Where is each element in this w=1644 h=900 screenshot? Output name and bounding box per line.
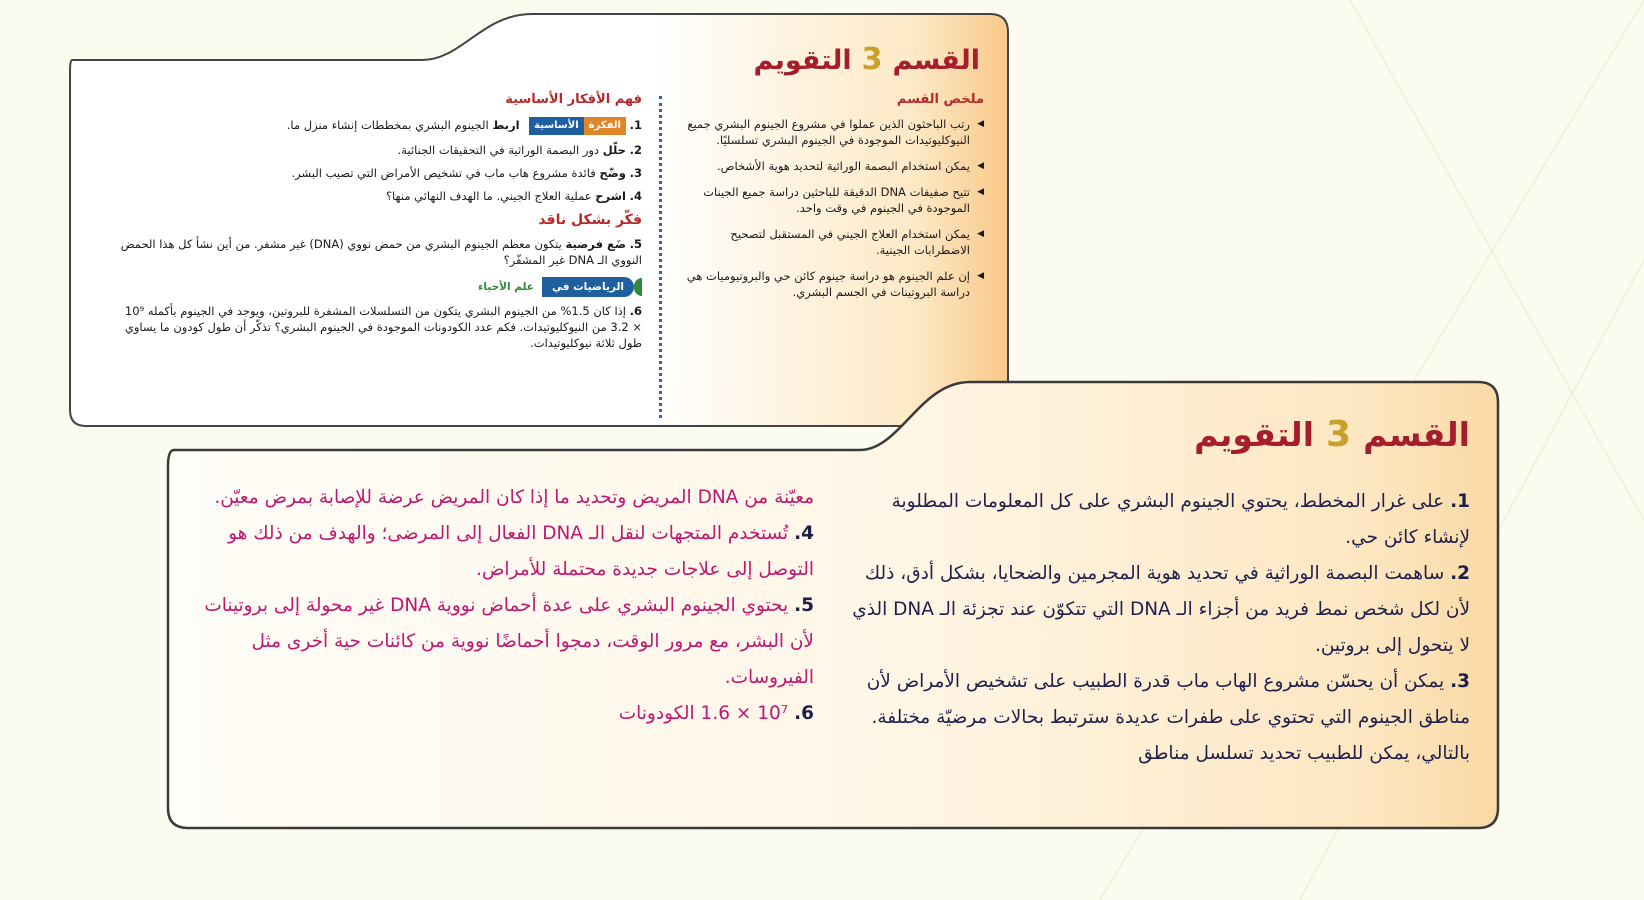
question-text: عملية العلاج الجيني. ما الهدف النهائي منها؟ [385, 189, 592, 203]
summary-item: ◀ يمكن استخدام البصمة الوراثية لتحديد هوية الأشخاص. [674, 158, 984, 174]
question-text: إذا كان 1.5% من الجينوم البشري يتكون من التسلسلات المشفرة للبروتين، ويوجد في الجينوم بأكمله 10⁹ × 3.2 من النيوكليوتيدات. فكم عدد الكودونات الموجودة في الجينوم البشري؟ تذكّر أن طول كودون ما يساوي طول ثلاثة نيوكليوتيدات. [124, 304, 642, 350]
section-review-card-top [62, 12, 1014, 430]
answers-right-column [850, 484, 1470, 772]
summary-item: ◀ إن علم الجينوم هو دراسة جينوم كائن حي والبروتيوميات هي دراسة البروتينات في الجسم البشري. [674, 268, 984, 300]
answer-text: تُستخدم المتجهات لنقل الـ DNA الفعال إلى المرضى؛ والهدف من ذلك هو التوصل إلى علاجات جديدة محتملة للأمراض. [228, 523, 814, 580]
answers-left-column [194, 480, 814, 732]
answer-1 [850, 484, 1470, 556]
answer-number: 4. [794, 523, 814, 544]
answer-number: 5. [794, 595, 814, 616]
question-text: دور البصمة الوراثية في التحقيقات الجنائية. [397, 143, 600, 157]
tag-idea: الفكرة [584, 117, 626, 135]
question-number: 3. [629, 166, 642, 180]
question-verb: اشرح [595, 189, 626, 203]
column-divider [659, 96, 662, 418]
critical-thinking-heading: فكّر بشكل ناقد [538, 212, 642, 228]
answer-text: على غرار المخطط، يحتوي الجينوم البشري على كل المعلومات المطلوبة لإنشاء كائن حي. [891, 491, 1470, 548]
summary-item: ◀ تتيح صفيفات DNA الدقيقة للباحثين دراسة جميع الجينات الموجودة في الجينوم في وقت واحد. [674, 184, 984, 216]
title-word-review: التقويم [1194, 415, 1315, 454]
question-text: فائدة مشروع هاب ماب في تشخيص الأمراض التي تصيب البشر. [291, 166, 596, 180]
answer-3 [850, 664, 1470, 772]
answer-text: يحتوي الجينوم البشري على عدة أحماض نووية DNA غير محولة إلى بروتينات لأن البشر، مع مرور الوقت، دمجوا أحماضًا نووية من كائنات حية أخرى مثل الفيروسات. [204, 595, 814, 688]
tag-main: الأساسية [529, 117, 583, 135]
question-number: 2. [629, 143, 642, 157]
answer-5 [194, 588, 814, 696]
math-in-biology-banner [470, 277, 642, 297]
summary-heading: ملخص القسم [896, 92, 984, 107]
question-text: الجينوم البشري بمخططات إنشاء منزل ما. [286, 118, 489, 132]
question-4 [112, 188, 642, 204]
answer-3-continued [194, 480, 814, 516]
question-number: 5. [629, 237, 642, 251]
question-verb: اربط [492, 118, 520, 132]
top-card-title [754, 42, 980, 77]
question-verb: حلّل [602, 143, 626, 157]
answer-6 [194, 696, 814, 732]
title-word-section: القسم [892, 45, 980, 76]
question-verb: وضّح [599, 166, 626, 180]
answer-number: 2. [1450, 563, 1470, 584]
understand-heading: فهم الأفكار الأساسية [505, 92, 642, 107]
section-summary [674, 92, 984, 310]
question-verb: ضَع فرضية [565, 237, 626, 251]
answer-number: 1. [1450, 491, 1470, 512]
question-text: يتكون معظم الجينوم البشري من حمض نووي (DNA) غير مشفر. من أين نشأ كل هذا الحمض النووي الـ DNA غير المشفّر؟ [120, 237, 642, 267]
question-2 [112, 142, 642, 158]
biology-label: علم الأحياء [478, 281, 534, 293]
summary-item: ◀ يمكن استخدام العلاج الجيني في المستقبل لتصحيح الاضطرابات الجينية. [674, 226, 984, 258]
title-number: 3 [1326, 414, 1352, 455]
summary-item: ◀ رتب الباحثون الذين عملوا في مشروع الجينوم البشري جميع النيوكليوتيدات الموجودة في الجينوم البشري تسلسليًا. [674, 116, 984, 148]
question-number: 6. [629, 304, 642, 318]
title-word-review: التقويم [753, 45, 852, 76]
question-3 [112, 165, 642, 181]
answer-text: معيّنة من DNA المريض وتحديد ما إذا كان المريض عرضة للإصابة بمرض معيّن. [214, 487, 814, 508]
main-idea-tag [529, 116, 626, 135]
answer-number: 6. [794, 703, 814, 724]
question-6 [112, 303, 642, 351]
title-number: 3 [861, 42, 883, 77]
bottom-card-title [1194, 414, 1470, 455]
section-review-answers-card [160, 380, 1504, 832]
question-number: 4. [629, 189, 642, 203]
question-1 [112, 116, 642, 135]
answer-text: 10⁷ × 1.6 الكودونات [618, 703, 789, 724]
answer-text: يمكن أن يحسّن مشروع الهاب ماب قدرة الطبيب على تشخيص الأمراض لأن مناطق الجينوم التي تحتوي على طفرات عديدة سترتبط بحالات مرضيّة مختلفة. بالتالي، يمكن للطبيب تحديد تسلسل مناطق [866, 671, 1470, 764]
question-5 [112, 236, 642, 268]
banner-cap [634, 278, 642, 296]
review-questions [112, 92, 642, 358]
math-label: الرياضيات في [542, 277, 634, 297]
answer-text: ساهمت البصمة الوراثية في تحديد هوية المجرمين والضحايا، بشكل أدق، ذلك لأن لكل شخص نمط فريد من أجزاء الـ DNA التي تتكوّن عند تجزئة الـ DNA الذي لا يتحول إلى بروتين. [852, 563, 1470, 656]
question-number: 1. [629, 118, 642, 132]
answer-number: 3. [1450, 671, 1470, 692]
title-word-section: القسم [1363, 415, 1470, 454]
answer-4 [194, 516, 814, 588]
answer-2 [850, 556, 1470, 664]
